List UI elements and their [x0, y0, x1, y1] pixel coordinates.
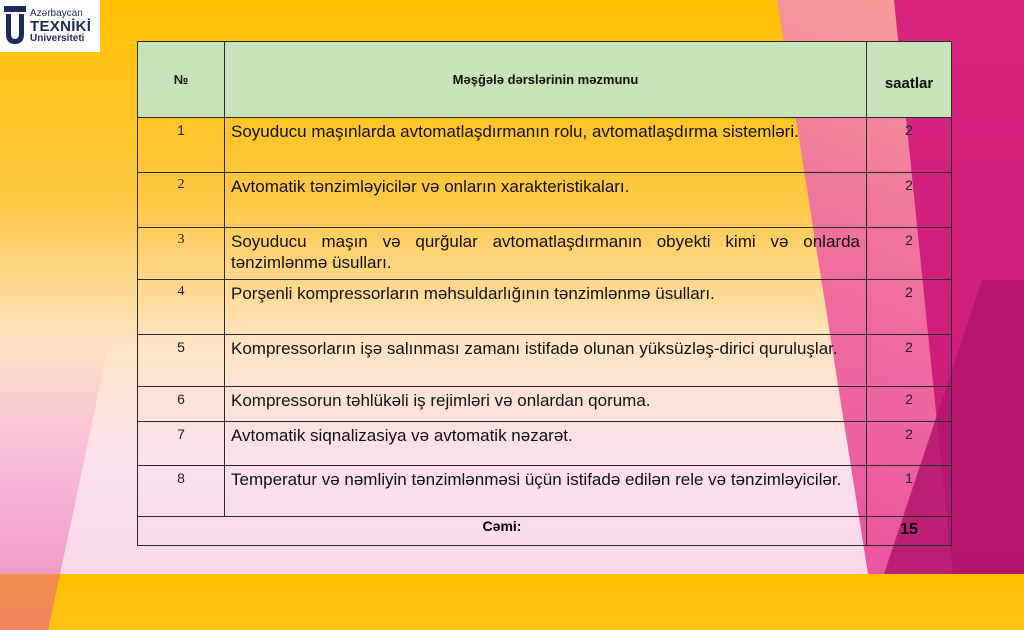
table-row: [138, 280, 952, 335]
row-number: 1: [138, 118, 225, 173]
row-hours: 2: [867, 173, 952, 228]
table-row: [138, 335, 952, 387]
row-hours: 2: [867, 280, 952, 335]
course-table: [137, 41, 952, 546]
total-label: Cəmi:: [138, 517, 867, 546]
logo-line-3: Universiteti: [30, 32, 85, 44]
header-number: №: [138, 42, 225, 118]
background-left-shape: [0, 330, 112, 630]
row-number: 8: [138, 466, 225, 517]
table-row: [138, 466, 952, 517]
row-topic: Temperatur və nəmliyin tənzimlənməsi üçün istifadə edilən rele və tənzimləyicilər.: [225, 466, 867, 517]
table-row: [138, 228, 952, 280]
logo-line-2: TEXNİKİ: [30, 17, 92, 35]
table-total-row: [138, 517, 952, 546]
row-topic: Kompressorların işə salınması zamanı istifadə olunan yüksüzləş-dirici quruluşlar.: [225, 335, 867, 387]
row-hours: 1: [867, 466, 952, 517]
table-row: [138, 387, 952, 422]
row-topic: Porşenli kompressorların məhsuldarlığının tənzimlənmə üsulları.: [225, 280, 867, 335]
table-row: [138, 118, 952, 173]
row-hours: 2: [867, 387, 952, 422]
row-hours: 2: [867, 118, 952, 173]
row-hours: 2: [867, 228, 952, 280]
row-hours: 2: [867, 335, 952, 387]
logo-line-1: Azərbaycan: [30, 7, 83, 19]
row-topic: Soyuducu maşınlarda avtomatlaşdırmanın rolu, avtomatlaşdırma sistemləri.: [225, 118, 867, 173]
row-number: 3: [138, 228, 225, 280]
row-topic: Avtomatik siqnalizasiya və avtomatik nəzarət.: [225, 422, 867, 466]
row-number: 6: [138, 387, 225, 422]
row-number: 5: [138, 335, 225, 387]
header-hours: saatlar: [867, 42, 952, 118]
row-topic: Avtomatik tənzimləyicilər və onların xarakteristikaları.: [225, 173, 867, 228]
row-topic: Kompressorun təhlükəli iş rejimləri və onlardan qoruma.: [225, 387, 867, 422]
row-hours: 2: [867, 422, 952, 466]
total-value: 15: [867, 517, 952, 546]
table-row: [138, 422, 952, 466]
table-row: [138, 173, 952, 228]
header-content: Məşğələ dərslərinin məzmunu: [225, 42, 867, 118]
row-number: 7: [138, 422, 225, 466]
row-number: 2: [138, 173, 225, 228]
logo-emblem-icon: [4, 6, 26, 46]
table-header-row: [138, 42, 952, 118]
row-topic: Soyuducu maşın və qurğular avtomatlaşdırmanın obyekti kimi və onlarda tənzimlənmə üsulları.: [225, 228, 867, 280]
row-number: 4: [138, 280, 225, 335]
university-logo: [0, 0, 100, 52]
